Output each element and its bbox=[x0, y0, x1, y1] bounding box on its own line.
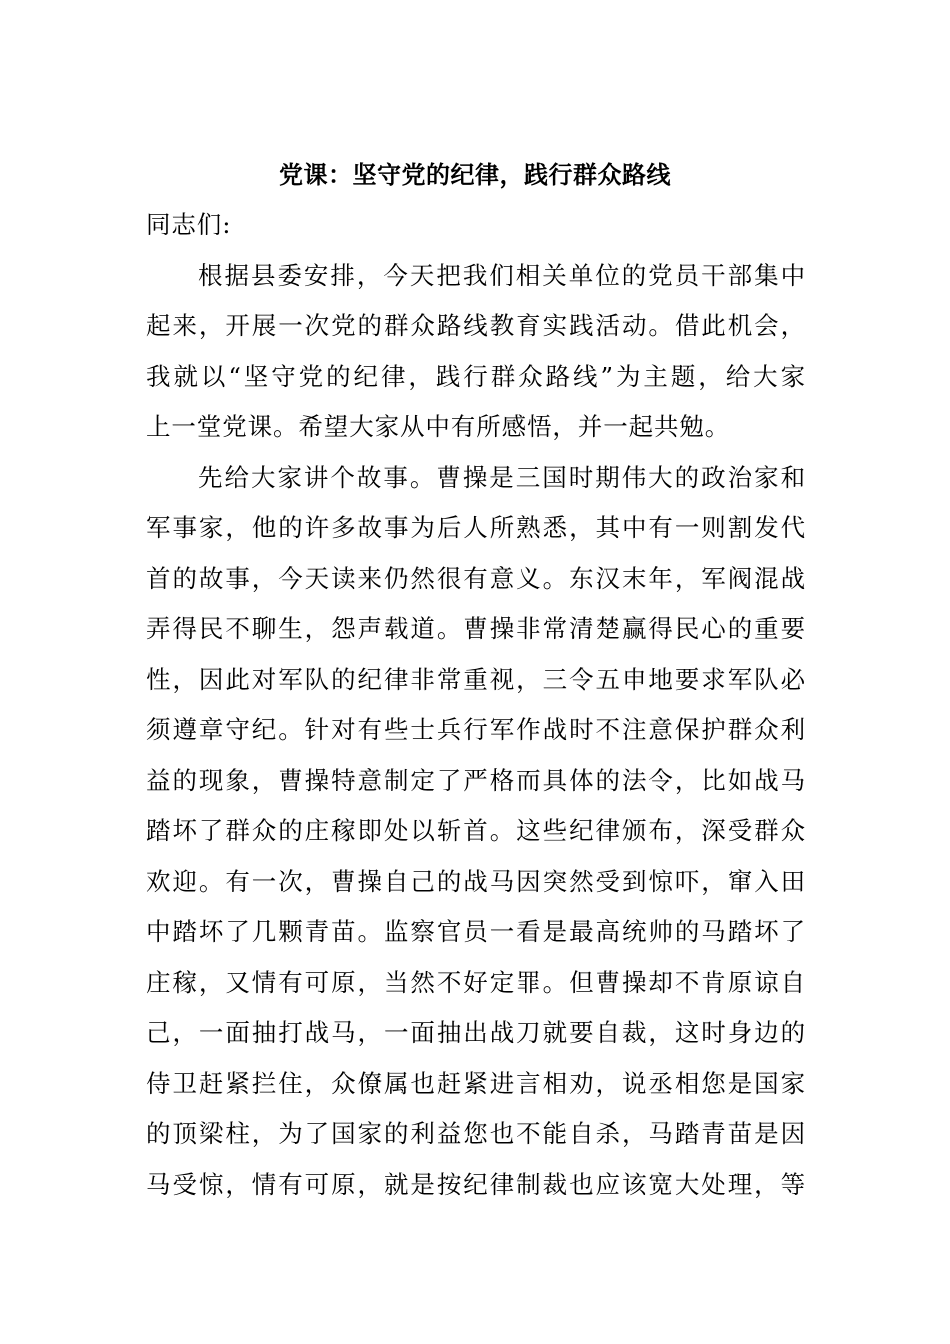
paragraph-2-line: 己，一面抽打战马，一面抽出战刀就要自裁，这时身边的 bbox=[146, 1018, 806, 1047]
paragraph-2-line: 的顶梁柱，为了国家的利益您也不能自杀，马踏青苗是因 bbox=[146, 1119, 806, 1148]
salutation: 同志们: bbox=[146, 210, 232, 239]
paragraph-2-line: 中踏坏了几颗青苗。监察官员一看是最高统帅的马踏坏了 bbox=[146, 917, 806, 946]
paragraph-2-line: 欢迎。有一次，曹操自己的战马因突然受到惊吓，窜入田 bbox=[146, 866, 806, 896]
paragraph-2-line: 军事家，他的许多故事为后人所熟悉，其中有一则割发代 bbox=[146, 513, 806, 542]
paragraph-2-line: 先给大家讲个故事。曹操是三国时期伟大的政治家和 bbox=[198, 462, 806, 492]
document-title: 党课：坚守党的纪律，践行群众路线 bbox=[279, 160, 671, 189]
paragraph-1-line: 我就以“坚守党的纪律，践行群众路线”为主题，给大家 bbox=[146, 361, 806, 391]
paragraph-2-line: 首的故事，今天读来仍然很有意义。东汉末年，军阀混战 bbox=[146, 563, 806, 593]
paragraph-2-line: 性，因此对军队的纪律非常重视，三令五申地要求军队必 bbox=[146, 664, 806, 694]
paragraph-2-line: 庄稼，又情有可原，当然不好定罪。但曹操却不肯原谅自 bbox=[146, 967, 806, 997]
paragraph-1-line: 起来，开展一次党的群众路线教育实践活动。借此机会， bbox=[146, 311, 806, 340]
document-body bbox=[146, 200, 806, 1210]
paragraph-2-line: 须遵章守纪。针对有些士兵行军作战时不注意保护群众利 bbox=[146, 715, 806, 744]
paragraph-1-line: 根据县委安排，今天把我们相关单位的党员干部集中 bbox=[198, 260, 806, 290]
paragraph-1-line: 上一堂党课。希望大家从中有所感悟，并一起共勉。 bbox=[146, 412, 731, 441]
paragraph-2-line: 侍卫赶紧拦住，众僚属也赶紧进言相劝，说丞相您是国家 bbox=[146, 1068, 806, 1098]
paragraph-2-line: 踏坏了群众的庄稼即处以斩首。这些纪律颁布，深受群众 bbox=[146, 816, 806, 845]
paragraph-2-line: 弄得民不聊生，怨声载道。曹操非常清楚赢得民心的重要 bbox=[146, 614, 806, 643]
paragraph-2-line: 马受惊，情有可原，就是按纪律制裁也应该宽大处理，等 bbox=[146, 1169, 806, 1199]
paragraph-2-line: 益的现象，曹操特意制定了严格而具体的法令，比如战马 bbox=[146, 765, 806, 795]
